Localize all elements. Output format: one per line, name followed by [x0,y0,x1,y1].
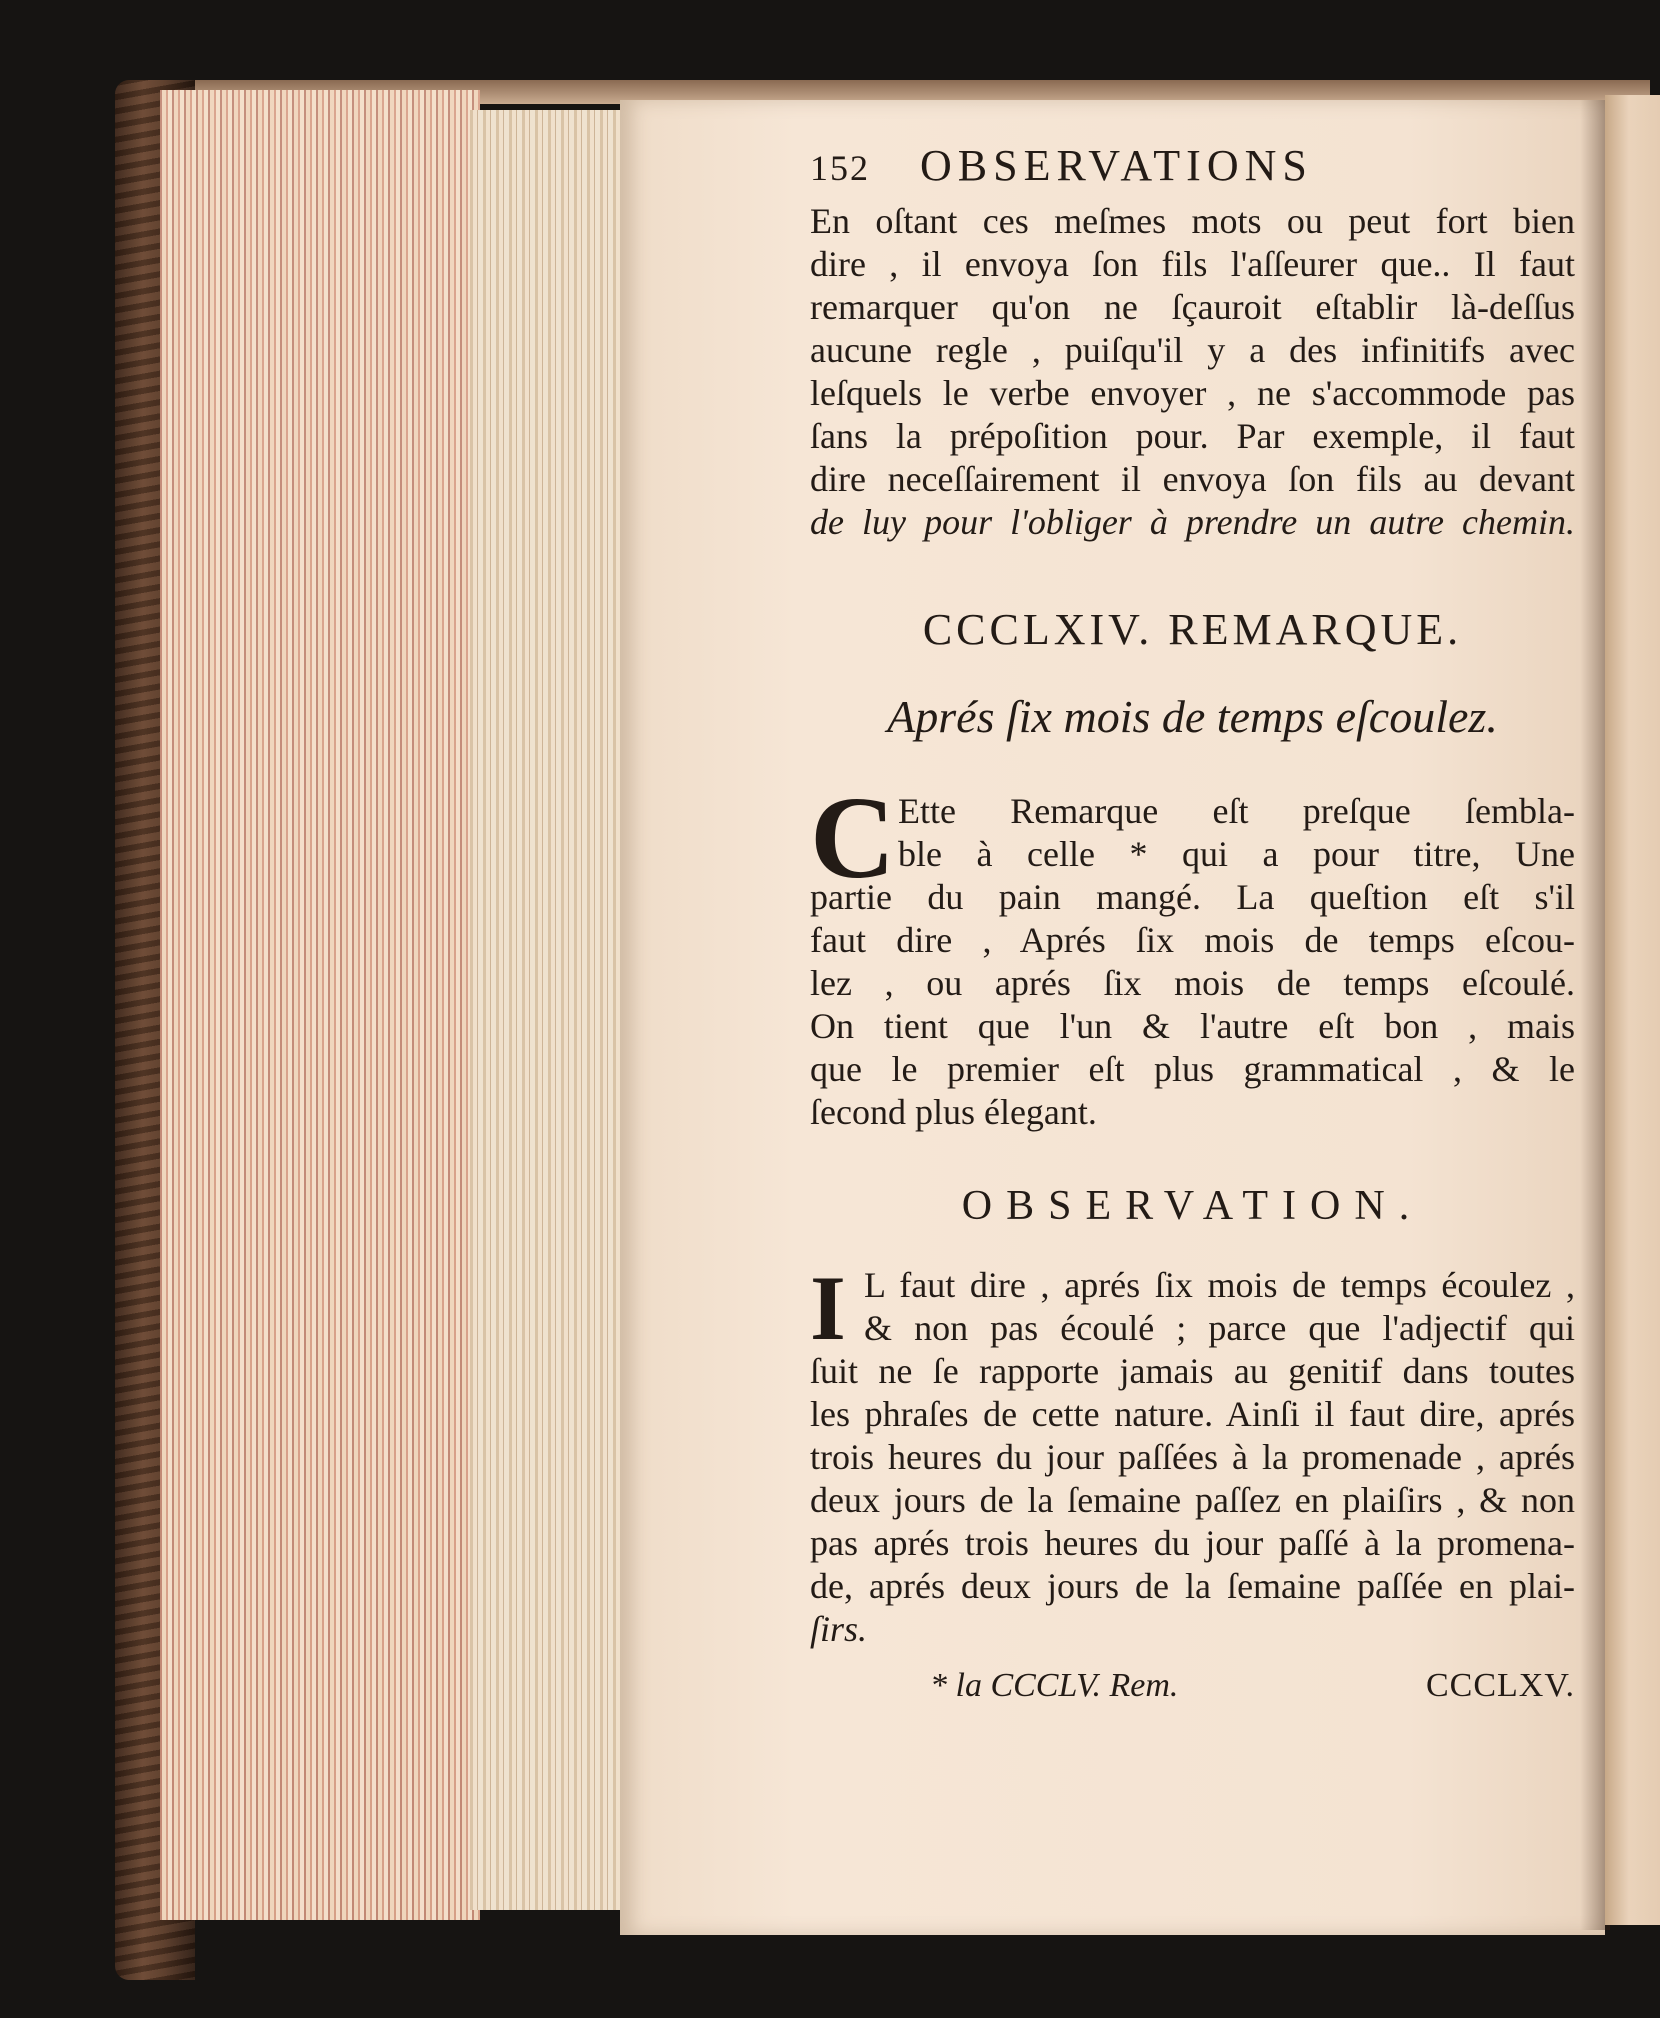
remark-heading: CCCLXIV. REMARQUE. [922,605,1463,654]
remark-paragraph [810,772,1575,1134]
drop-capital: I [810,1257,846,1359]
text-line: trois heures du jour paſſées à la promenade , aprés [810,1437,1575,1477]
text-line: Ette Remarque eſt preſque ſembla- [898,791,1575,831]
text-line: L faut dire , aprés ſix mois de temps écoulez , [864,1265,1575,1305]
text-line: dire neceſſairement il envoya ſon fils au devant [810,459,1575,499]
footnote: * la CCCLV. Rem. [930,1667,1179,1704]
text-line: On tient que l'un & l'autre eſt bon , mais [810,1006,1575,1046]
text-line: de, aprés deux jours de la ſemaine paſſée en plai- [810,1566,1575,1606]
page-text [810,140,1575,1715]
text-line: faut dire , Aprés ſix mois de temps eſcou- [810,920,1575,960]
drop-capital: C [810,772,896,903]
page-footer [810,1667,1575,1715]
text-line: ſecond plus élegant. [810,1092,1097,1132]
text-line: ſuit ne ſe rapporte jamais au genitif dans toutes [810,1351,1575,1391]
text-line: de luy pour l'obliger à prendre un autre chemin. [810,502,1575,542]
speckled-fore-edge [160,90,480,1920]
page-stack [470,110,640,1910]
text-line: lez , ou aprés ſix mois de temps eſcoulé. [810,963,1575,1003]
catchword: CCCLXV. [1425,1667,1575,1704]
text-line: que le premier eſt plus grammatical , & le [810,1049,1575,1089]
page-number: 152 [810,148,870,188]
observation-paragraph [810,1257,1575,1651]
text-line: & non pas écoulé ; parce que l'adjectif qui [864,1308,1575,1348]
text-line: leſquels le verbe envoyer , ne s'accommode pas [810,373,1575,413]
text-line: pas aprés trois heures du jour paſſé à la promena- [810,1523,1575,1563]
text-line: les phraſes de cette nature. Ainſi il faut dire, aprés [810,1394,1575,1434]
remark-subtitle: Aprés ſix mois de temps eſcoulez. [887,691,1498,742]
intro-paragraph [810,200,1575,544]
text-line: dire , il envoya ſon fils l'aſſeurer que.. Il faut [810,244,1575,284]
text-line: deux jours de la ſemaine paſſez en plaiſirs , & non [810,1480,1575,1520]
running-head [810,140,1575,200]
text-line: En oſtant ces meſmes mots ou peut fort bien [810,201,1575,241]
text-line: partie du pain mangé. La queſtion eſt s'il [810,877,1575,917]
text-line: remarquer qu'on ne ſçauroit eſtablir là-deſſus [810,287,1575,327]
text-line: ble à celle * qui a pour titre, Une [898,834,1575,874]
text-line: aucune regle , puiſqu'il y a des infinitifs avec [810,330,1575,370]
running-title: OBSERVATIONS [920,141,1313,190]
observation-heading: OBSERVATION. [961,1183,1424,1229]
text-line: ſans la prépoſition pour. Par exemple, il faut [810,416,1575,456]
text-line: ſirs. [810,1609,868,1649]
facing-page-fragment [1605,95,1660,1925]
